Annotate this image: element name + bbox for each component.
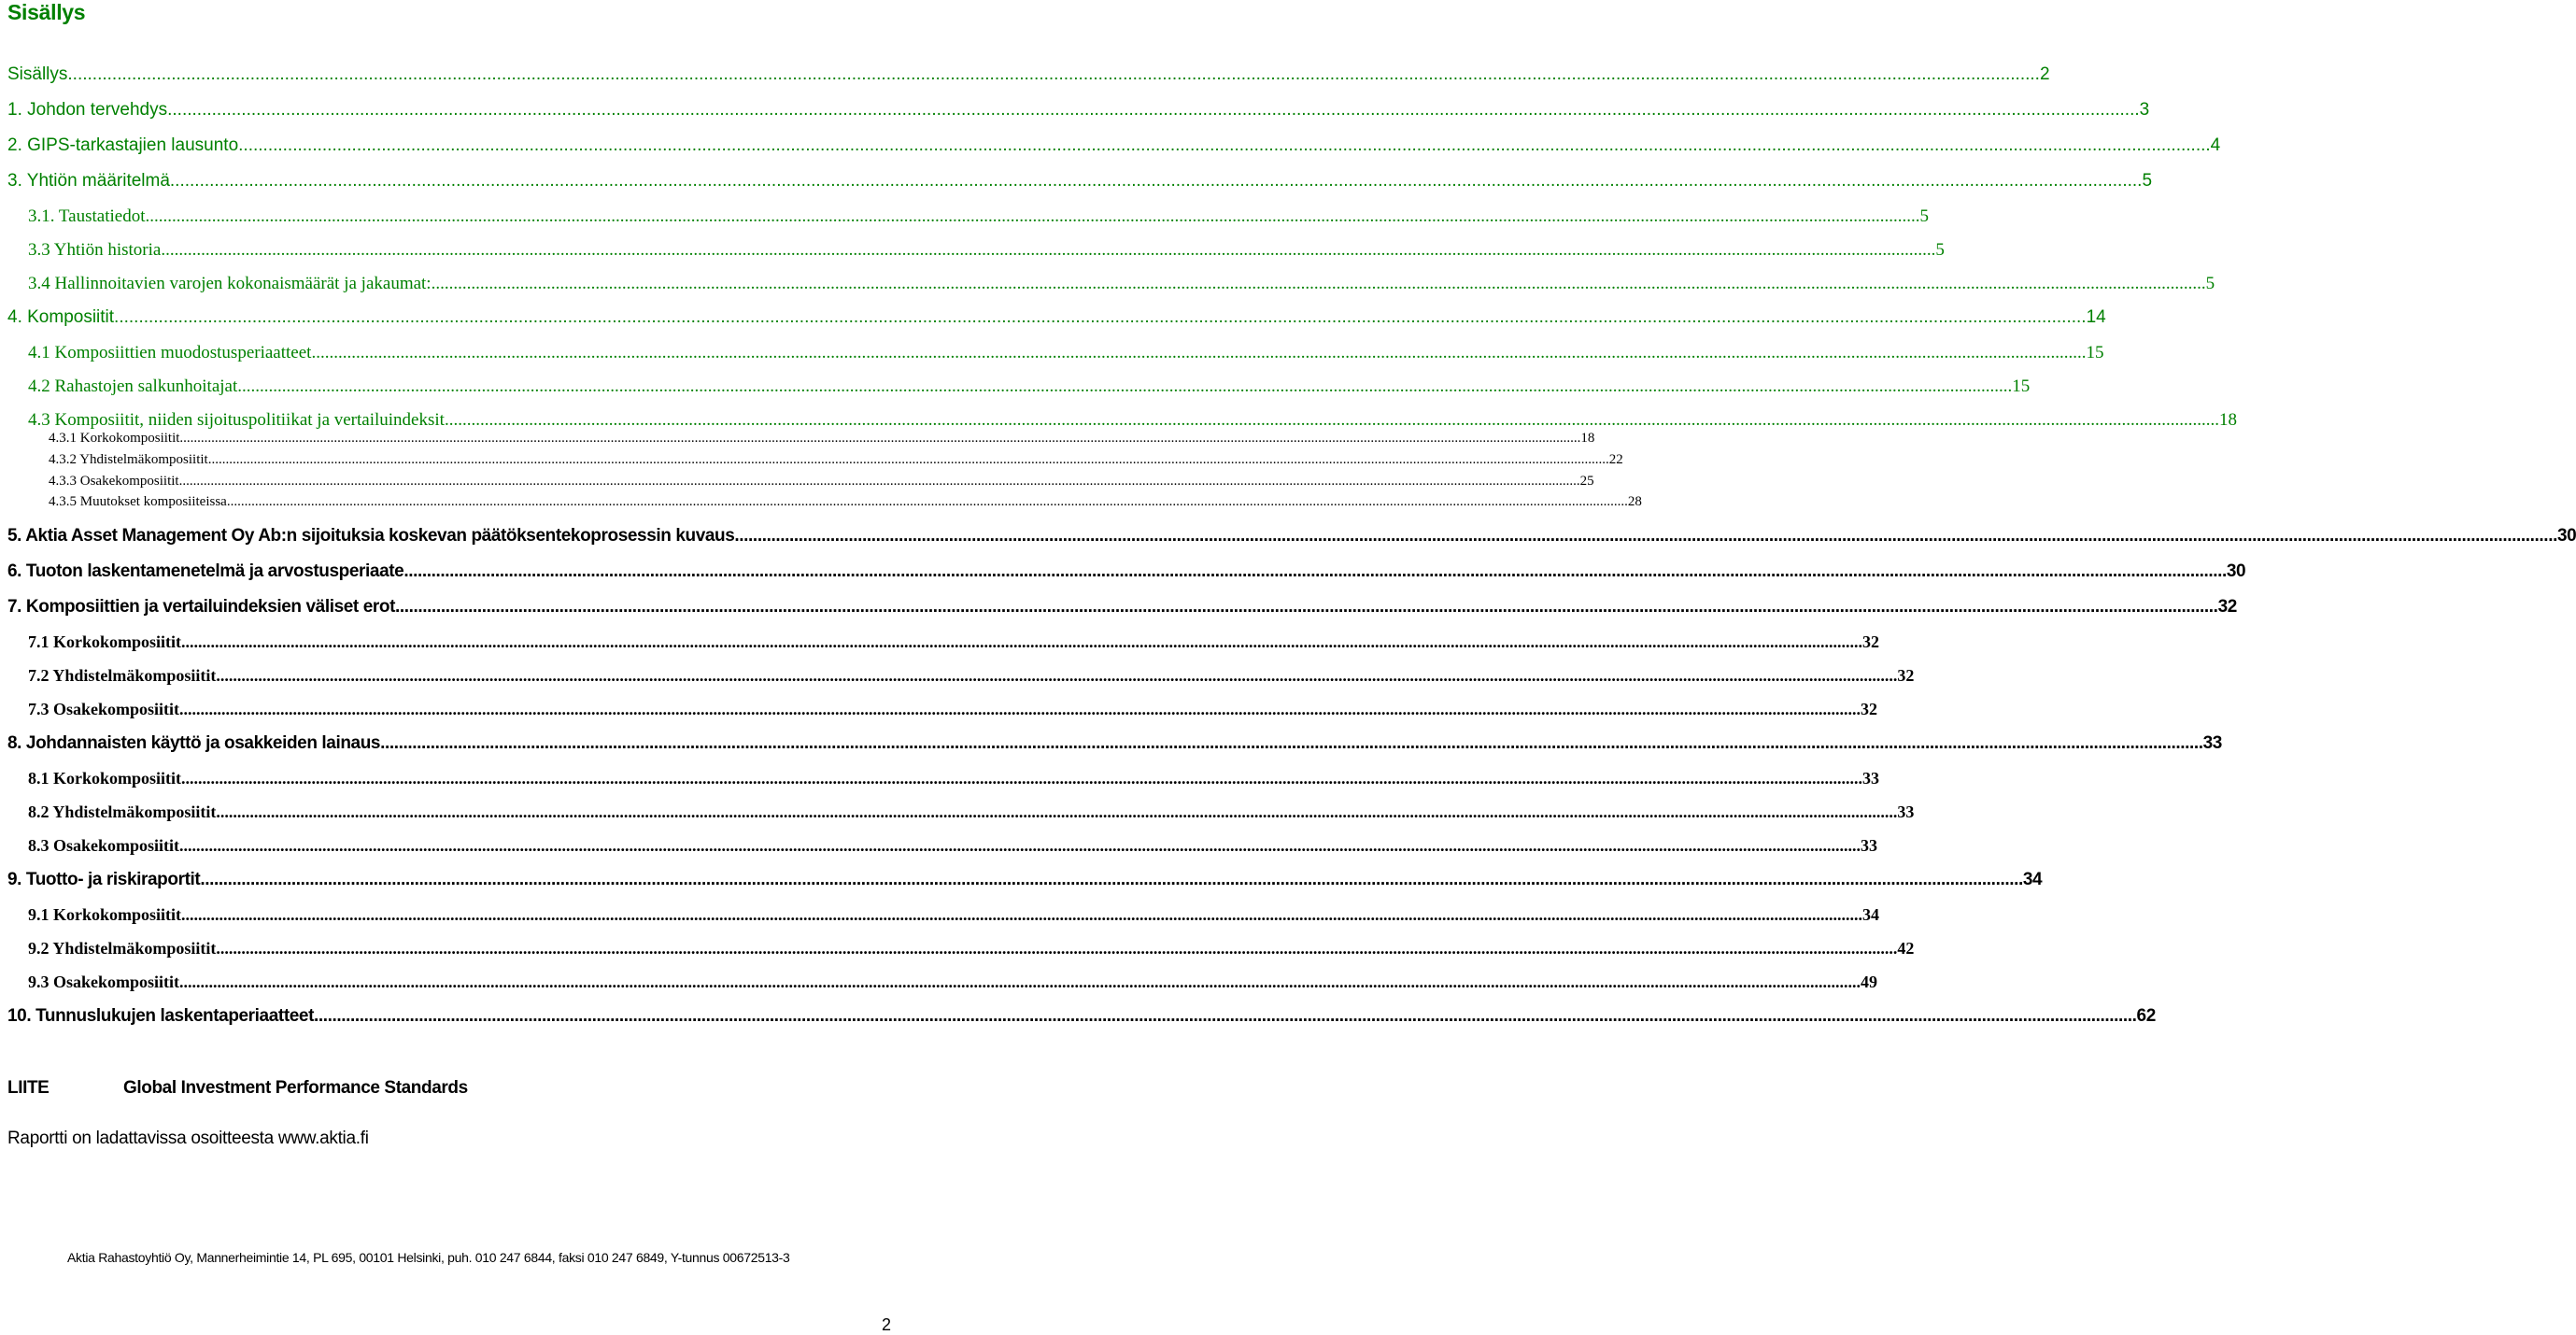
toc-entry-label: 5. Aktia Asset Management Oy Ab:n sijoituksia koskevan päätöksentekoprosessin kuvaus [7,526,735,546]
toc-entry[interactable] [7,526,2576,547]
page-title: Sisällys [7,0,86,24]
toc-entry-label: 7.3 Osakekomposiitit [28,700,180,718]
toc-entry-page: 33 [1862,769,1880,788]
toc-leader-dots: ................................................................................................................................................................................................................................................................................................................................................................................................................ [181,632,1863,651]
toc-entry-page: 33 [1897,802,1915,821]
toc-leader-dots: ................................................................................................................................................................................................................................................................................................................................................................................................................ [179,700,1861,718]
toc-entry-label: 8.1 Korkokomposiitit [28,769,182,788]
toc-entry-label: 6. Tuoton laskentamenetelmä ja arvostusperiaate [7,561,404,581]
toc-leader-dots: ................................................................................................................................................................................................................................................................................................................................................................................................................ [179,431,1581,446]
toc-entry[interactable] [49,452,1623,468]
toc-entry-label: 4. Komposiitit [7,307,115,327]
toc-entry-label: 3.3 Yhtiön historia [28,240,162,260]
toc-entry-label: 9.1 Korkokomposiitit [28,905,182,924]
toc-entry-page: 32 [1862,632,1880,651]
toc-entry[interactable] [7,870,2043,890]
toc-leader-dots: ................................................................................................................................................................................................................................................................................................................................................................................................................ [167,100,2140,120]
toc-entry-page: 18 [1580,431,1595,446]
toc-entry-label: 3. Yhtiön määritelmä [7,171,170,191]
toc-entry[interactable] [28,206,1929,227]
toc-entry-label: 2. GIPS-tarkastajien lausunto [7,135,239,155]
toc-leader-dots: ................................................................................................................................................................................................................................................................................................................................................................................................................ [380,733,2203,753]
toc-entry-page: 30 [2556,526,2576,546]
toc-leader-dots: ................................................................................................................................................................................................................................................................................................................................................................................................................ [403,561,2227,581]
toc-entry-page: 18 [2218,410,2237,430]
toc-entry-page: 5 [1935,240,1945,260]
toc-entry-label: 7.1 Korkokomposiitit [28,632,182,651]
toc-entry[interactable] [7,561,2246,582]
toc-entry-label: 9.2 Yhdistelmäkomposiitit [28,939,217,958]
toc-leader-dots: ................................................................................................................................................................................................................................................................................................................................................................................................................ [216,802,1898,821]
toc-entry-page: 22 [1608,452,1623,467]
toc-leader-dots: ................................................................................................................................................................................................................................................................................................................................................................................................................ [734,526,2557,546]
toc-entry-page: 62 [2136,1006,2156,1026]
toc-entry-label: 9. Tuotto- ja riskiraportit [7,870,201,889]
toc-entry-label: 3.4 Hallinnoitavien varojen kokonaismäärät ja jakaumat: [28,274,432,293]
toc-entry-page: 33 [1861,836,1878,855]
toc-entry-label: 1. Johdon tervehdys [7,100,168,120]
toc-leader-dots: ................................................................................................................................................................................................................................................................................................................................................................................................................ [216,939,1898,958]
toc-entry-label: 4.1 Komposiittien muodostusperiaatteet [28,343,312,362]
toc-entry[interactable] [49,474,1594,490]
toc-entry[interactable] [49,494,1642,510]
toc-entry-page: 5 [1919,206,1929,226]
toc-entry-label: 8. Johdannaisten käyttö ja osakkeiden lainaus [7,733,381,753]
toc-leader-dots: ................................................................................................................................................................................................................................................................................................................................................................................................................ [67,64,2040,84]
toc-leader-dots: ................................................................................................................................................................................................................................................................................................................................................................................................................ [161,240,1936,260]
toc-leader-dots: ................................................................................................................................................................................................................................................................................................................................................................................................................ [237,376,2013,396]
toc-entry-label: 4.3.5 Muutokset komposiiteissa [49,494,227,509]
toc-entry[interactable] [28,240,1945,261]
toc-leader-dots: ................................................................................................................................................................................................................................................................................................................................................................................................................ [179,973,1861,991]
toc-entry[interactable] [28,973,1878,992]
toc-entry-page: 5 [2142,171,2153,191]
toc-entry-page: 15 [2086,343,2104,362]
toc-entry[interactable] [49,431,1595,447]
toc-entry-label: 3.1. Taustatiedot [28,206,146,226]
toc-entry[interactable] [28,343,2104,363]
toc-entry-label: 4.3.3 Osakekomposiitit [49,474,179,489]
toc-entry[interactable] [28,376,2031,397]
toc-entry-label: 4.3 Komposiitit, niiden sijoituspolitiikat ja vertailuindeksit [28,410,445,430]
toc-entry[interactable] [28,632,1880,652]
toc-leader-dots: ................................................................................................................................................................................................................................................................................................................................................................................................................ [207,452,1609,467]
toc-entry[interactable] [28,939,1915,959]
toc-entry[interactable] [28,700,1878,719]
toc-entry-label: 7. Komposiittien ja vertailuindeksien väliset erot [7,597,396,617]
toc-entry-page: 15 [2012,376,2031,396]
toc-entry-label: 9.3 Osakekomposiitit [28,973,180,991]
toc-leader-dots: ................................................................................................................................................................................................................................................................................................................................................................................................................ [114,307,2087,327]
toc-entry-label: 10. Tunnuslukujen laskentaperiaatteet [7,1006,315,1026]
toc-entry[interactable] [7,64,2050,85]
toc-leader-dots: ................................................................................................................................................................................................................................................................................................................................................................................................................ [311,343,2087,362]
toc-entry[interactable] [7,171,2153,192]
toc-entry[interactable] [28,802,1915,822]
toc-entry[interactable] [7,1006,2156,1027]
toc-entry-label: 4.2 Rahastojen salkunhoitajat [28,376,238,396]
toc-entry-label: 4.3.1 Korkokomposiitit [49,431,180,446]
toc-entry-label: 7.2 Yhdistelmäkomposiitit [28,666,217,685]
toc-entry-page: 4 [2210,135,2221,155]
toc-leader-dots: ................................................................................................................................................................................................................................................................................................................................................................................................................ [181,905,1863,924]
toc-entry-page: 30 [2226,561,2246,581]
toc-entry-page: 25 [1579,474,1594,489]
appendix-text: Global Investment Performance Standards [123,1078,468,1098]
toc-entry[interactable] [7,100,2150,121]
toc-entry-label: 8.3 Osakekomposiitit [28,836,180,855]
toc-entry-label: 8.2 Yhdistelmäkomposiitit [28,802,217,821]
toc-entry[interactable] [7,307,2106,328]
toc-leader-dots: ................................................................................................................................................................................................................................................................................................................................................................................................................ [145,206,1920,226]
toc-entry-page: 33 [2202,733,2222,753]
page-number: 2 [882,1315,892,1334]
toc-leader-dots: ................................................................................................................................................................................................................................................................................................................................................................................................................ [238,135,2211,155]
toc-entry[interactable] [7,733,2222,754]
toc-leader-dots: ................................................................................................................................................................................................................................................................................................................................................................................................................ [169,171,2143,191]
toc-entry-page: 3 [2139,100,2150,120]
footer-address: Aktia Rahastoyhtiö Oy, Mannerheimintie 14, PL 695, 00101 Helsinki, puh. 010 247 6844, faksi 010 247 6849, Y-tunnus 00672513-3 [67,1250,790,1265]
toc-entry[interactable] [28,836,1878,856]
toc-leader-dots: ................................................................................................................................................................................................................................................................................................................................................................................................................ [431,274,2206,293]
toc-leader-dots: ................................................................................................................................................................................................................................................................................................................................................................................................................ [314,1006,2137,1026]
toc-entry-page: 49 [1861,973,1878,991]
toc-entry-page: 5 [2205,274,2215,293]
toc-entry-page: 32 [2217,597,2237,617]
toc-entry-page: 34 [2022,870,2043,889]
toc-entry[interactable] [7,135,2221,156]
toc-leader-dots: ................................................................................................................................................................................................................................................................................................................................................................................................................ [444,410,2219,430]
appendix-label: LIITE [7,1078,50,1098]
toc-entry[interactable] [28,410,2237,431]
toc-leader-dots: ................................................................................................................................................................................................................................................................................................................................................................................................................ [179,836,1861,855]
toc-entry-page: 2 [2039,64,2050,84]
toc-leader-dots: ................................................................................................................................................................................................................................................................................................................................................................................................................ [395,597,2218,617]
toc-leader-dots: ................................................................................................................................................................................................................................................................................................................................................................................................................ [200,870,2023,889]
toc-entry-page: 32 [1861,700,1878,718]
toc-leader-dots: ................................................................................................................................................................................................................................................................................................................................................................................................................ [226,494,1628,509]
toc-entry[interactable] [7,597,2237,618]
toc-entry-page: 34 [1862,905,1880,924]
report-note: Raportti on ladattavissa osoitteesta www.aktia.fi [7,1129,369,1148]
toc-entry[interactable] [28,274,2215,294]
toc-entry[interactable] [28,905,1880,925]
toc-leader-dots: ................................................................................................................................................................................................................................................................................................................................................................................................................ [181,769,1863,788]
toc-entry-page: 32 [1897,666,1915,685]
toc-entry-page: 42 [1897,939,1915,958]
toc-entry[interactable] [28,769,1880,788]
toc-leader-dots: ................................................................................................................................................................................................................................................................................................................................................................................................................ [216,666,1898,685]
toc-entry-label: Sisällys [7,64,68,84]
toc-entry-page: 14 [2086,307,2106,327]
toc-entry[interactable] [28,666,1915,686]
toc-entry-label: 4.3.2 Yhdistelmäkomposiitit [49,452,208,467]
toc-entry-page: 28 [1627,494,1642,509]
toc-leader-dots: ................................................................................................................................................................................................................................................................................................................................................................................................................ [178,474,1580,489]
